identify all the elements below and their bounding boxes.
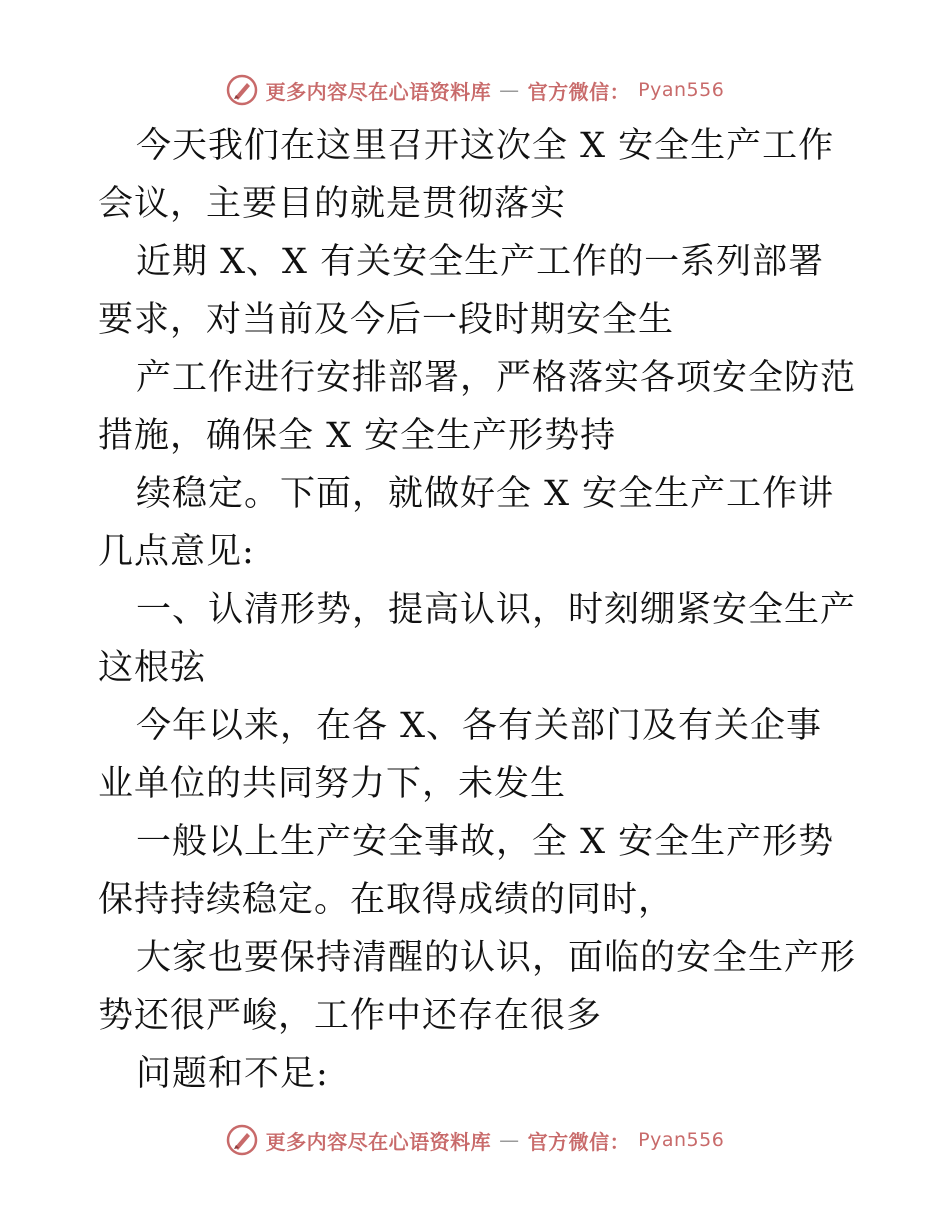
paragraph: 产工作进行安排部署，严格落实各项安全防范措施，确保全 X 安全生产形势持 [98,358,857,456]
watermark-wechat-label: 官方微信： [527,1129,631,1154]
watermark-wechat-label: 官方微信： [527,79,631,104]
section-heading: 一、认清形势，提高认识，时刻绷紧安全生产这根弦 [98,590,857,688]
watermark-text: 更多内容尽在心语资料库 [265,1129,492,1154]
paragraph: 一般以上生产安全事故，全 X 安全生产形势保持持续稳定。在取得成绩的同时， [98,822,835,920]
paragraph: 今年以来，在各 X、各有关部门及有关企事业单位的共同努力下，未发生 [98,706,823,804]
footer-watermark [0,1120,950,1160]
paragraph: 今天我们在这里召开这次全 X 安全生产工作会议，主要目的就是贯彻落实 [98,126,835,224]
paragraph: 续稳定。下面，就做好全 X 安全生产工作讲几点意见: [98,474,835,572]
pen-logo-icon [226,74,258,106]
document-body [98,117,858,1103]
watermark-separator: — [499,1128,520,1152]
watermark-text: 更多内容尽在心语资料库 [265,79,492,104]
pen-logo-icon [226,1124,258,1156]
watermark-wechat-id: Pyan556 [638,1129,725,1151]
header-watermark [0,70,950,110]
paragraph: 问题和不足: [136,1054,329,1094]
paragraph: 大家也要保持清醒的认识，面临的安全生产形势还很严峻，工作中还存在很多 [98,938,857,1036]
watermark-wechat-id: Pyan556 [638,79,725,101]
watermark-separator: — [499,78,520,102]
paragraph: 近期 X、X 有关安全生产工作的一系列部署要求，对当前及今后一段时期安全生 [98,242,825,340]
